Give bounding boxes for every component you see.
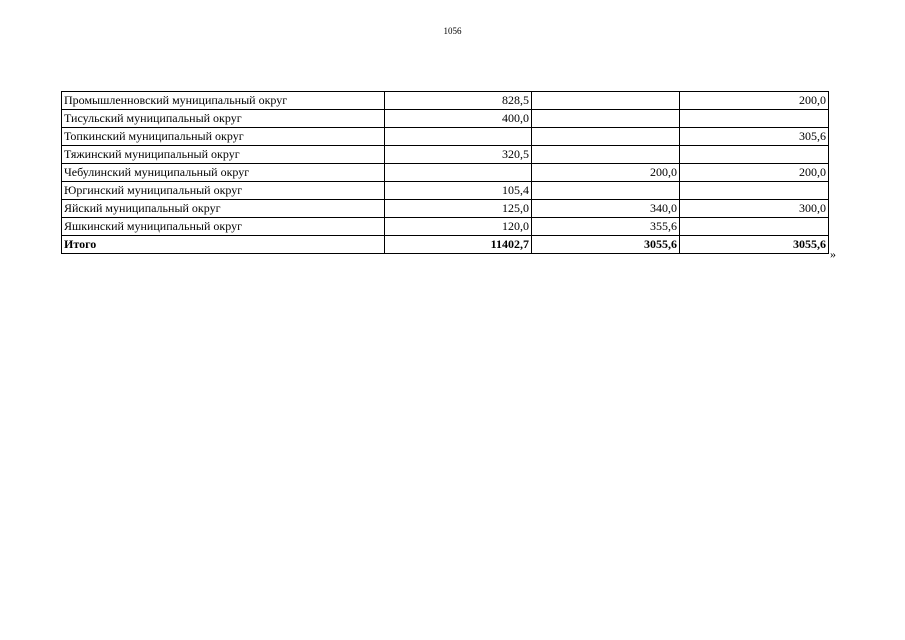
value-cell-3: 300,0 (680, 200, 829, 218)
value-cell-3: 200,0 (680, 92, 829, 110)
value-cell-1: 120,0 (385, 218, 532, 236)
value-cell-3 (680, 110, 829, 128)
value-cell-3: 200,0 (680, 164, 829, 182)
table-row (62, 110, 829, 128)
district-name-cell: Промышленновский муниципальный округ (62, 92, 385, 110)
value-cell-3: 305,6 (680, 128, 829, 146)
district-name-cell: Тисульский муниципальный округ (62, 110, 385, 128)
district-name-cell: Тяжинский муниципальный округ (62, 146, 385, 164)
district-name-cell: Яшкинский муниципальный округ (62, 218, 385, 236)
value-cell-1: 400,0 (385, 110, 532, 128)
value-cell-2 (532, 92, 680, 110)
page-number: 1056 (443, 26, 462, 36)
total-value-cell-1: 11402,7 (385, 236, 532, 254)
allocation-table (61, 91, 829, 254)
total-label-cell: Итого (62, 236, 385, 254)
value-cell-2 (532, 146, 680, 164)
value-cell-3 (680, 146, 829, 164)
value-cell-1: 105,4 (385, 182, 532, 200)
table-row (62, 164, 829, 182)
allocation-table-container (61, 91, 829, 254)
value-cell-1: 828,5 (385, 92, 532, 110)
value-cell-1: 320,5 (385, 146, 532, 164)
value-cell-2: 200,0 (532, 164, 680, 182)
value-cell-1 (385, 128, 532, 146)
value-cell-2: 340,0 (532, 200, 680, 218)
closing-quote-mark: » (830, 247, 836, 261)
total-row (62, 236, 829, 254)
value-cell-1 (385, 164, 532, 182)
district-name-cell: Чебулинский муниципальный округ (62, 164, 385, 182)
value-cell-2: 355,6 (532, 218, 680, 236)
value-cell-3 (680, 218, 829, 236)
table-row (62, 182, 829, 200)
table-row (62, 128, 829, 146)
table-row (62, 146, 829, 164)
table-row (62, 218, 829, 236)
table-row (62, 200, 829, 218)
district-name-cell: Яйский муниципальный округ (62, 200, 385, 218)
value-cell-1: 125,0 (385, 200, 532, 218)
table-row (62, 92, 829, 110)
value-cell-2 (532, 128, 680, 146)
total-value-cell-2: 3055,6 (532, 236, 680, 254)
district-name-cell: Топкинский муниципальный округ (62, 128, 385, 146)
total-value-cell-3: 3055,6 (680, 236, 829, 254)
value-cell-2 (532, 110, 680, 128)
district-name-cell: Юргинский муниципальный округ (62, 182, 385, 200)
value-cell-3 (680, 182, 829, 200)
value-cell-2 (532, 182, 680, 200)
